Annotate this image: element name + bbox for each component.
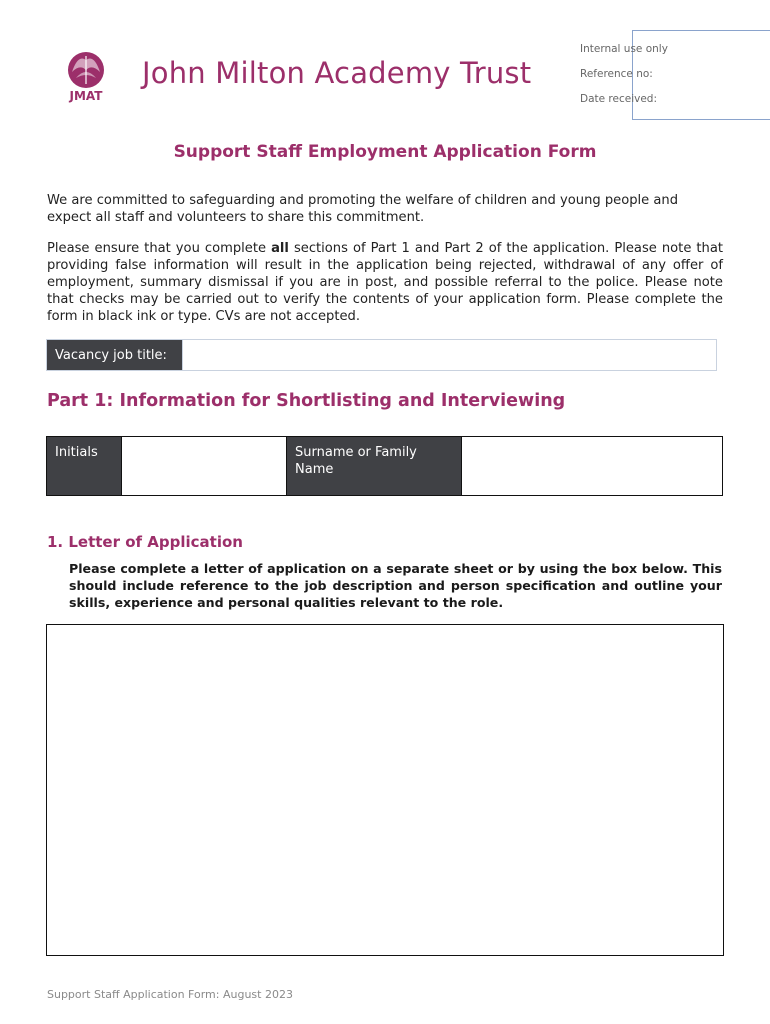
vacancy-row (46, 339, 717, 371)
surname-label: Surname or Family Name (287, 437, 462, 495)
organization-name: John Milton Academy Trust (142, 56, 532, 90)
surname-input[interactable] (462, 437, 722, 495)
part1-heading: Part 1: Information for Shortlisting and Interviewing (47, 391, 566, 411)
page-footer: Support Staff Application Form: August 2023 (47, 988, 293, 1001)
instructions-emphasis: all (271, 241, 289, 256)
letter-of-application-heading: 1. Letter of Application (47, 533, 243, 551)
safeguarding-statement: We are committed to safeguarding and promoting the welfare of children and young people and expect all staff and volunteers to share this commitment. (47, 193, 679, 225)
form-title: Support Staff Employment Application Form (173, 142, 597, 162)
reference-no-label: Reference no: (580, 68, 653, 80)
initials-label: Initials (47, 437, 121, 495)
letter-of-application-textarea[interactable] (46, 624, 724, 956)
initials-input[interactable] (121, 437, 287, 495)
internal-use-label: Internal use only (580, 43, 668, 55)
vacancy-job-title-label: Vacancy job title: (47, 340, 182, 370)
date-received-label: Date received: (580, 93, 658, 105)
jmat-logo (58, 48, 114, 104)
name-table (46, 436, 723, 496)
instructions-text-1: Please ensure that you complete (47, 241, 272, 256)
instructions-text-2: sections of Part 1 and Part 2 of the application. Please note that providing false information will result in the application being rejected, withdrawal of any offer of employment, summary dismissal if you are in post, and possible referral to the police. Please note that checks may be carried out to verify the contents of your application form. Please complete the form in black ink or type. CVs are not accepted. (47, 241, 723, 324)
letter-instructions: Please complete a letter of application on a separate sheet or by using the box below. This should include reference to the job description and person specification and outline your skills, experience and personal qualities relevant to the role. (69, 561, 722, 610)
logo-text: JMAT (69, 89, 103, 103)
completion-instructions (47, 240, 723, 325)
vacancy-job-title-input[interactable] (182, 340, 716, 370)
